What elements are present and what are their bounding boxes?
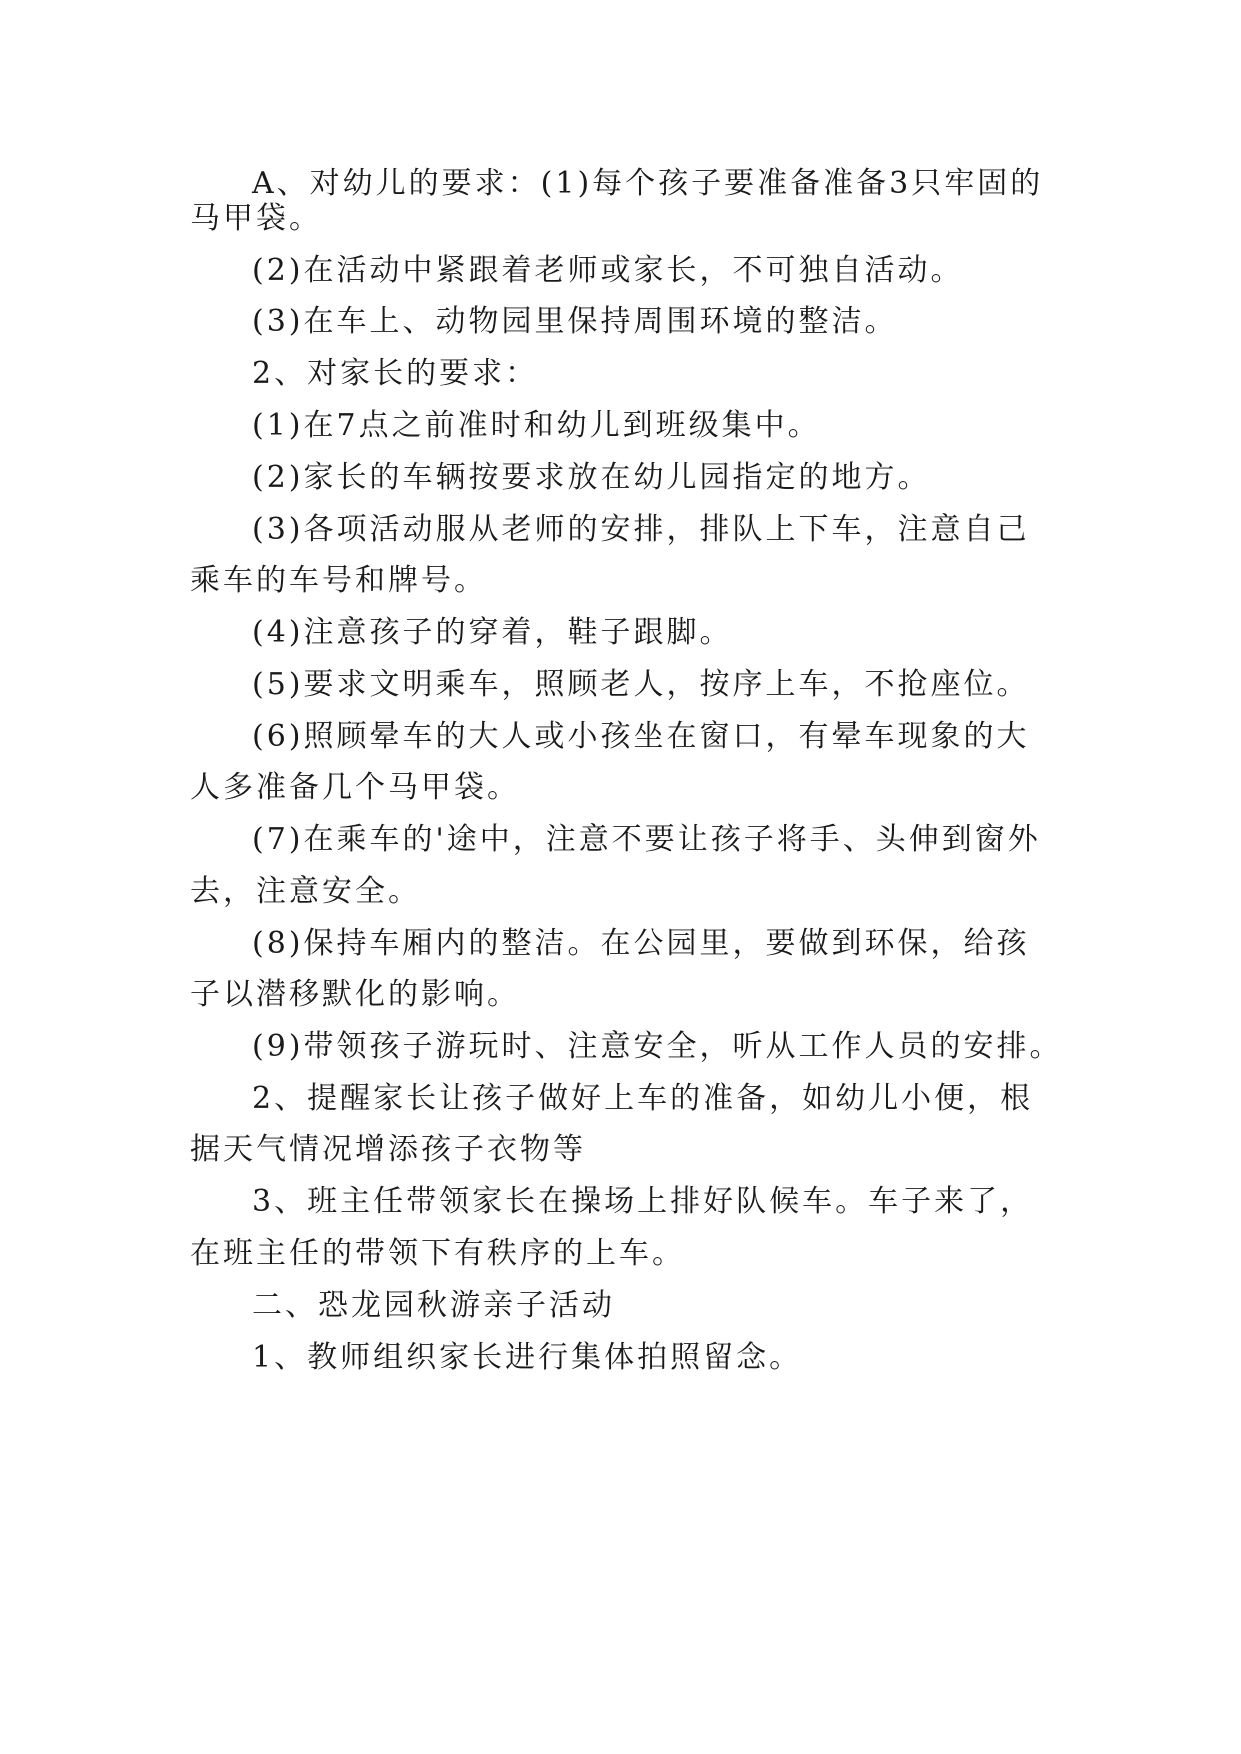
paragraph-line: (8)保持车厢内的整洁。在公园里，要做到环保，给孩 (252, 926, 1030, 961)
paragraph-line: (4)注意孩子的穿着，鞋子跟脚。 (252, 615, 733, 650)
paragraph-line: (2)在活动中紧跟着老师或家长，不可独自活动。 (252, 253, 964, 288)
paragraph-line: 去，注意安全。 (190, 874, 421, 909)
paragraph-line: 马甲袋。 (190, 201, 322, 236)
paragraph-line: 2、对家长的要求： (252, 356, 539, 391)
paragraph-line: (3)在车上、动物园里保持周围环境的整洁。 (252, 304, 898, 339)
paragraph-line: (7)在乘车的'途中，注意不要让孩子将手、头伸到窗外 (252, 822, 1041, 857)
paragraph-line: 在班主任的带领下有秩序的上车。 (190, 1236, 685, 1271)
section-heading: 二、恐龙园秋游亲子活动 (252, 1288, 615, 1323)
paragraph-line: 3、班主任带领家长在操场上排好队候车。车子来了， (252, 1184, 1034, 1219)
paragraph-line: (3)各项活动服从老师的安排，排队上下车，注意自己 (252, 512, 1030, 547)
paragraph-line: 子以潜移默化的影响。 (190, 977, 520, 1012)
paragraph-line: 乘车的车号和牌号。 (190, 563, 487, 598)
paragraph-line: 人多准备几个马甲袋。 (190, 770, 520, 805)
paragraph-line: 2、提醒家长让孩子做好上车的准备，如幼儿小便，根 (252, 1081, 1034, 1116)
paragraph-line: 1、教师组织家长进行集体拍照留念。 (252, 1340, 803, 1375)
paragraph-line: (5)要求文明乘车，照顾老人，按序上车，不抢座位。 (252, 667, 1030, 702)
paragraph-line: (2)家长的车辆按要求放在幼儿园指定的地方。 (252, 460, 931, 495)
paragraph-line: (9)带领孩子游玩时、注意安全，听从工作人员的安排。 (252, 1029, 1063, 1064)
paragraph-line: A、对幼儿的要求：(1)每个孩子要准备准备3只牢固的 (252, 166, 1044, 201)
paragraph-line: 据天气情况增添孩子衣物等 (190, 1132, 586, 1167)
paragraph-line: (1)在7点之前准时和幼儿到班级集中。 (252, 408, 821, 443)
paragraph-line: (6)照顾晕车的大人或小孩坐在窗口，有晕车现象的大 (252, 719, 1030, 754)
